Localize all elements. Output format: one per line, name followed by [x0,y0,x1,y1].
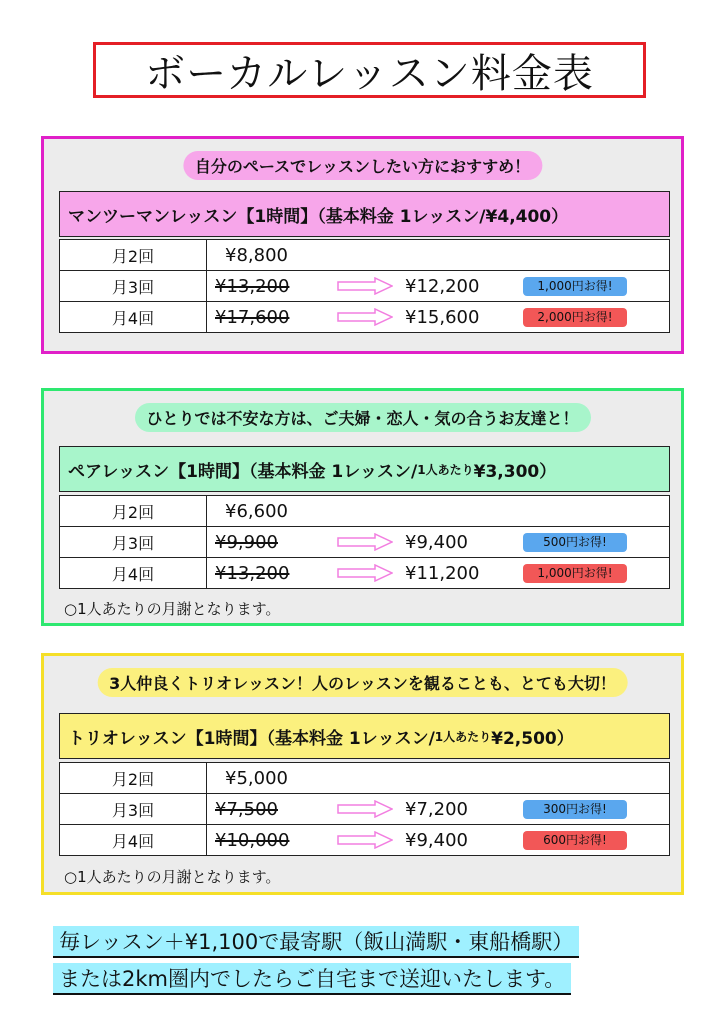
plan-header-price: ¥4,400） [485,206,569,227]
price-table [59,495,670,589]
savings-badge: 600円お得! [523,831,627,850]
new-price: ¥7,200 [405,799,468,820]
table-row [60,825,670,856]
right-arrow-icon [337,800,393,818]
row-count: 月4回 [60,558,207,589]
right-arrow-icon [337,308,393,326]
old-price: ¥9,900 [215,532,278,553]
row-prices [207,763,670,794]
row-prices [207,558,670,589]
row-prices [207,794,670,825]
row-count: 月3回 [60,527,207,558]
plan-header [59,191,670,237]
new-price: ¥12,200 [405,276,480,297]
new-price: ¥9,400 [405,830,468,851]
price-table [59,762,670,856]
old-price: ¥7,500 [215,799,278,820]
right-arrow-icon [337,533,393,551]
table-row [60,794,670,825]
table-row [60,763,670,794]
row-prices [207,527,670,558]
right-arrow-icon [337,277,393,295]
plan-header [59,446,670,492]
tagline: ひとりでは不安な方は、ご夫婦・恋人・気の合うお友達と！ [134,403,590,432]
right-arrow-icon [337,564,393,582]
page-title: ボーカルレッスン料金表 [93,42,646,98]
note: ○1人あたりの月謝となります。 [64,868,281,886]
row-count: 月2回 [60,240,207,271]
plan-header-price: ¥2,500） [491,728,574,749]
new-price: ¥11,200 [405,563,480,584]
plan-header-main: トリオレッスン【1時間】（基本料金 1レッスン/ [68,728,435,749]
row-count: 月3回 [60,794,207,825]
plan-header-small: 1人あたり [434,729,492,744]
row-count: 月2回 [60,763,207,794]
plan-header [59,713,670,759]
table-row [60,496,670,527]
footer-line-1: 毎レッスン＋¥1,100で最寄駅（飯山満駅・東船橋駅） [53,926,579,958]
old-price: ¥10,000 [215,830,290,851]
table-row [60,302,670,333]
footer-line-2: または2km圏内でしたらご自宅まで送迎いたします。 [53,963,571,995]
row-prices [207,271,670,302]
row-count: 月3回 [60,271,207,302]
savings-badge: 1,000円お得! [523,564,627,583]
row-count: 月2回 [60,496,207,527]
price: ¥5,000 [225,768,288,789]
row-prices [207,240,670,271]
row-prices [207,496,670,527]
savings-badge: 500円お得! [523,533,627,552]
section-pair-lesson [41,388,684,626]
row-prices [207,302,670,333]
price: ¥6,600 [225,501,288,522]
section-trio-lesson [41,653,684,895]
right-arrow-icon [337,831,393,849]
old-price: ¥13,200 [215,276,290,297]
savings-badge: 300円お得! [523,800,627,819]
tagline: 自分のペースでレッスンしたい方におすすめ！ [183,151,542,180]
row-prices [207,825,670,856]
plan-header-small: 1人あたり [417,462,474,477]
savings-badge: 2,000円お得! [523,308,627,327]
row-count: 月4回 [60,825,207,856]
table-row [60,558,670,589]
plan-header-main: ペアレッスン【1時間】（基本料金 1レッスン/ [68,461,418,482]
section-solo-lesson [41,136,684,354]
new-price: ¥9,400 [405,532,468,553]
plan-header-price: ¥3,300） [473,461,557,482]
old-price: ¥17,600 [215,307,290,328]
note: ○1人あたりの月謝となります。 [64,600,281,618]
new-price: ¥15,600 [405,307,480,328]
row-count: 月4回 [60,302,207,333]
table-row [60,527,670,558]
table-row [60,271,670,302]
old-price: ¥13,200 [215,563,290,584]
table-row [60,240,670,271]
savings-badge: 1,000円お得! [523,277,627,296]
price-table [59,239,670,333]
price: ¥8,800 [225,245,288,266]
tagline: 3人仲良くトリオレッスン！人のレッスンを観ることも、とても大切！ [97,668,628,697]
plan-header-main: マンツーマンレッスン【1時間】（基本料金 1レッスン/ [68,206,486,227]
